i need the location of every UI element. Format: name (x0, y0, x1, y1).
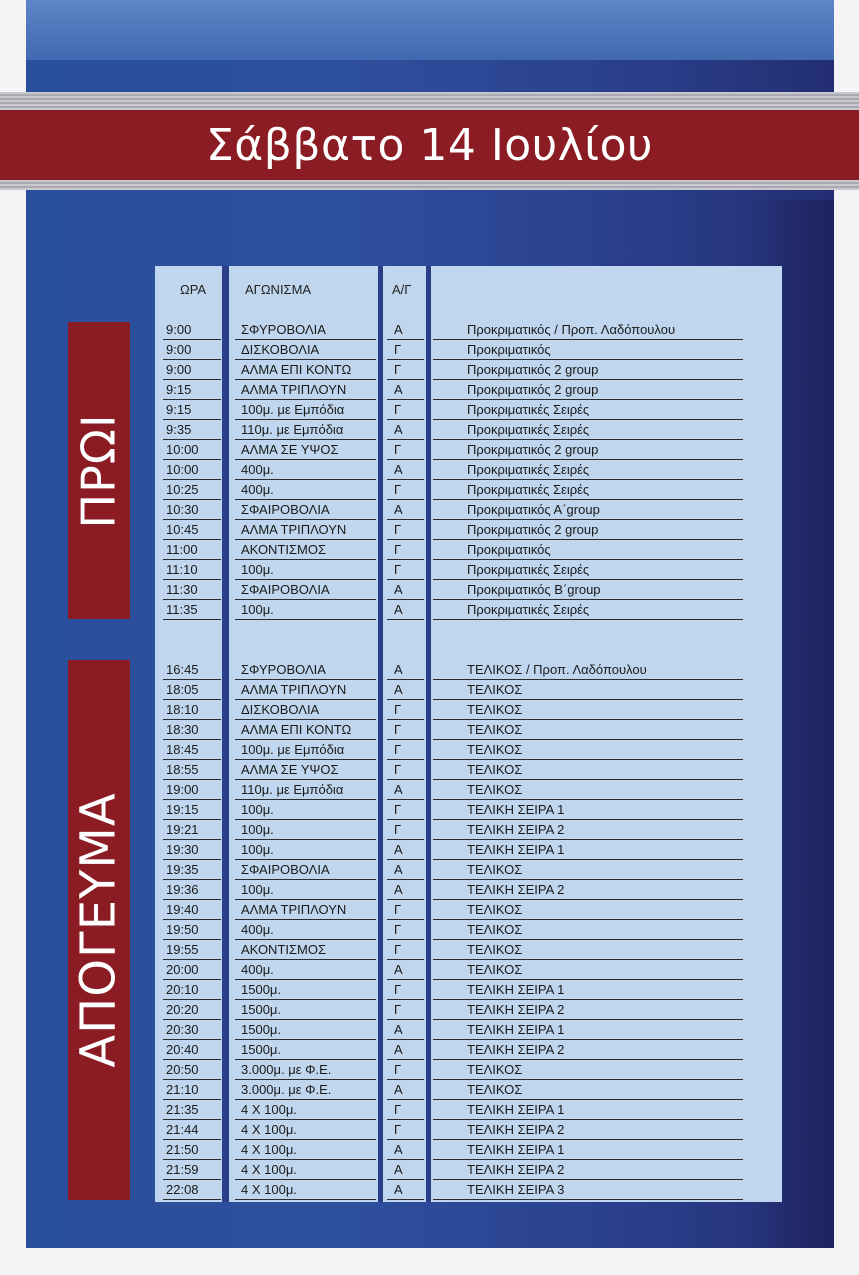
cell-event: ΣΦΥΡΟΒΟΛΙΑ (241, 662, 326, 677)
cell-event: 110μ. με Εμπόδια (241, 782, 344, 797)
cell-event: 400μ. (241, 482, 274, 497)
cell-gender: Α (394, 1022, 403, 1037)
cell-phase: ΤΕΛΙΚΗ ΣΕΙΡΑ 1 (467, 1022, 565, 1037)
cell-phase: Προκριματικές Σειρές (467, 482, 590, 497)
cell-phase: ΤΕΛΙΚΗ ΣΕΙΡΑ 2 (467, 1002, 565, 1017)
cell-phase: Προκριματικός / Προπ. Λαδόπουλου (467, 322, 676, 337)
table-row (155, 840, 782, 860)
cell-event: ΑΛΜΑ ΤΡΙΠΛΟΥΝ (241, 382, 347, 397)
cell-event: 100μ. (241, 842, 274, 857)
cell-phase: Προκριματικός 2 group (467, 442, 599, 457)
cell-event: ΣΦΥΡΟΒΟΛΙΑ (241, 322, 326, 337)
cell-gender: Α (394, 602, 403, 617)
cell-gender: Α (394, 462, 403, 477)
column-header-event: ΑΓΩΝΙΣΜΑ (245, 282, 312, 297)
table-row (155, 480, 782, 500)
cell-phase: Προκριματικές Σειρές (467, 422, 590, 437)
cell-phase: ΤΕΛΙΚΟΣ (467, 862, 523, 877)
cell-gender: Α (394, 382, 403, 397)
cell-gender: Α (394, 842, 403, 857)
cell-phase: ΤΕΛΙΚΗ ΣΕΙΡΑ 1 (467, 1102, 565, 1117)
table-row (155, 380, 782, 400)
cell-gender: Α (394, 782, 403, 797)
table-row (155, 800, 782, 820)
cell-gender: Γ (394, 542, 402, 557)
cell-time: 22:08 (166, 1182, 199, 1197)
cell-time: 9:15 (166, 402, 192, 417)
cell-event: ΑΛΜΑ ΤΡΙΠΛΟΥΝ (241, 522, 347, 537)
cell-time: 18:45 (166, 742, 199, 757)
cell-event: 3.000μ. με Φ.Ε. (241, 1062, 332, 1077)
cell-time: 9:35 (166, 422, 192, 437)
table-row (155, 920, 782, 940)
cell-time: 20:10 (166, 982, 199, 997)
cell-time: 10:00 (166, 462, 199, 477)
cell-gender: Γ (394, 942, 402, 957)
cell-event: 1500μ. (241, 1042, 282, 1057)
cell-time: 18:05 (166, 682, 199, 697)
cell-time: 21:35 (166, 1102, 199, 1117)
row-underline (433, 619, 743, 620)
cell-event: ΑΚΟΝΤΙΣΜΟΣ (241, 542, 327, 557)
cell-phase: ΤΕΛΙΚΗ ΣΕΙΡΑ 1 (467, 982, 565, 997)
cell-phase: ΤΕΛΙΚΗ ΣΕΙΡΑ 1 (467, 842, 565, 857)
title-band (0, 110, 859, 180)
cell-time: 19:55 (166, 942, 199, 957)
table-row (155, 1020, 782, 1040)
cell-time: 18:10 (166, 702, 199, 717)
cell-gender: Γ (394, 562, 402, 577)
cell-event: 400μ. (241, 922, 274, 937)
cell-gender: Α (394, 422, 403, 437)
cell-phase: ΤΕΛΙΚΗ ΣΕΙΡΑ 2 (467, 1122, 565, 1137)
cell-time: 20:30 (166, 1022, 199, 1037)
cell-phase: Προκριματικός Β΄group (467, 582, 601, 597)
cell-gender: Α (394, 582, 403, 597)
cell-gender: Α (394, 862, 403, 877)
cell-event: 1500μ. (241, 982, 282, 997)
cell-time: 19:00 (166, 782, 199, 797)
cell-event: 400μ. (241, 962, 274, 977)
cell-time: 19:21 (166, 822, 199, 837)
cell-phase: ΤΕΛΙΚΟΣ (467, 682, 523, 697)
cell-phase: Προκριματικός 2 group (467, 382, 599, 397)
table-row (155, 340, 782, 360)
cell-gender: Γ (394, 742, 402, 757)
cell-time: 10:30 (166, 502, 199, 517)
cell-time: 19:40 (166, 902, 199, 917)
cell-time: 18:55 (166, 762, 199, 777)
row-underline (433, 1199, 743, 1200)
table-row (155, 720, 782, 740)
cell-gender: Γ (394, 402, 402, 417)
cell-gender: Α (394, 322, 403, 337)
cell-gender: Γ (394, 922, 402, 937)
cell-event: 100μ. (241, 882, 274, 897)
cell-gender: Α (394, 502, 403, 517)
cell-phase: Προκριματικές Σειρές (467, 562, 590, 577)
cell-event: ΣΦΑΙΡΟΒΟΛΙΑ (241, 502, 330, 517)
row-underline (235, 619, 376, 620)
page-top-strip (26, 0, 834, 60)
cell-event: ΣΦΑΙΡΟΒΟΛΙΑ (241, 582, 330, 597)
cell-phase: ΤΕΛΙΚΟΣ (467, 1062, 523, 1077)
cell-phase: Προκριματικός 2 group (467, 362, 599, 377)
cell-event: 100μ. με Εμπόδια (241, 402, 345, 417)
section-label-afternoon (68, 660, 130, 1200)
cell-phase: ΤΕΛΙΚΟΣ (467, 922, 523, 937)
cell-event: ΑΚΟΝΤΙΣΜΟΣ (241, 942, 327, 957)
cell-gender: Α (394, 1182, 403, 1197)
cell-time: 20:00 (166, 962, 199, 977)
cell-time: 9:00 (166, 342, 192, 357)
cell-event: ΔΙΣΚΟΒΟΛΙΑ (241, 702, 320, 717)
cell-phase: ΤΕΛΙΚΟΣ (467, 722, 523, 737)
cell-event: 100μ. (241, 822, 274, 837)
column-header-time: ΩΡΑ (180, 282, 207, 297)
section-label-morning (68, 322, 130, 619)
table-row (155, 1060, 782, 1080)
cell-gender: Α (394, 882, 403, 897)
table-row (155, 680, 782, 700)
cell-gender: Α (394, 662, 403, 677)
cell-time: 21:10 (166, 1082, 199, 1097)
cell-event: 4 Χ 100μ. (241, 1142, 297, 1157)
table-row (155, 880, 782, 900)
cell-event: ΑΛΜΑ ΤΡΙΠΛΟΥΝ (241, 902, 347, 917)
cell-time: 10:00 (166, 442, 199, 457)
table-row (155, 560, 782, 580)
cell-phase: Προκριματικός (467, 342, 551, 357)
cell-time: 9:00 (166, 322, 192, 337)
cell-event: 400μ. (241, 462, 274, 477)
cell-event: 4 Χ 100μ. (241, 1182, 297, 1197)
table-row (155, 660, 782, 680)
cell-phase: ΤΕΛΙΚΗ ΣΕΙΡΑ 1 (467, 1142, 565, 1157)
cell-time: 9:00 (166, 362, 192, 377)
cell-event: ΔΙΣΚΟΒΟΛΙΑ (241, 342, 320, 357)
cell-time: 11:30 (166, 582, 198, 597)
cell-phase: ΤΕΛΙΚΟΣ (467, 902, 523, 917)
row-underline (163, 619, 221, 620)
table-row (155, 1140, 782, 1160)
cell-time: 21:44 (166, 1122, 199, 1137)
cell-event: 1500μ. (241, 1022, 282, 1037)
table-row (155, 460, 782, 480)
cell-event: 100μ. με Εμπόδια (241, 742, 345, 757)
table-row (155, 740, 782, 760)
cell-gender: Γ (394, 1122, 402, 1137)
cell-phase: ΤΕΛΙΚΟΣ / Προπ. Λαδόπουλου (467, 662, 647, 677)
cell-gender: Γ (394, 482, 402, 497)
table-row (155, 420, 782, 440)
table-row (155, 540, 782, 560)
cell-event: ΑΛΜΑ ΕΠΙ ΚΟΝΤΩ (241, 362, 352, 377)
cell-time: 11:35 (166, 602, 198, 617)
table-row (155, 820, 782, 840)
cell-gender: Γ (394, 762, 402, 777)
cell-phase: Προκριματικός 2 group (467, 522, 599, 537)
cell-phase: ΤΕΛΙΚΗ ΣΕΙΡΑ 2 (467, 822, 565, 837)
cell-phase: ΤΕΛΙΚΟΣ (467, 1082, 523, 1097)
cell-gender: Γ (394, 1062, 402, 1077)
table-row (155, 440, 782, 460)
table-row (155, 360, 782, 380)
cell-gender: Α (394, 1142, 403, 1157)
cell-time: 20:50 (166, 1062, 199, 1077)
cell-event: 1500μ. (241, 1002, 282, 1017)
cell-time: 18:30 (166, 722, 199, 737)
row-underline (163, 1199, 221, 1200)
cell-phase: ΤΕΛΙΚΟΣ (467, 962, 523, 977)
cell-phase: ΤΕΛΙΚΟΣ (467, 742, 523, 757)
cell-time: 10:25 (166, 482, 199, 497)
cell-phase: ΤΕΛΙΚΟΣ (467, 702, 523, 717)
table-row (155, 1040, 782, 1060)
table-row (155, 980, 782, 1000)
table-row (155, 760, 782, 780)
table-row (155, 960, 782, 980)
cell-gender: Α (394, 1082, 403, 1097)
cell-event: ΑΛΜΑ ΣΕ ΥΨΟΣ (241, 442, 339, 457)
cell-time: 19:15 (166, 802, 199, 817)
table-row (155, 1000, 782, 1020)
cell-time: 20:40 (166, 1042, 199, 1057)
cell-time: 16:45 (166, 662, 199, 677)
cell-phase: ΤΕΛΙΚΟΣ (467, 942, 523, 957)
cell-event: ΑΛΜΑ ΕΠΙ ΚΟΝΤΩ (241, 722, 352, 737)
cell-phase: ΤΕΛΙΚΟΣ (467, 782, 523, 797)
cell-time: 9:15 (166, 382, 192, 397)
cell-time: 19:36 (166, 882, 199, 897)
cell-phase: Προκριματικός (467, 542, 551, 557)
cell-time: 19:35 (166, 862, 199, 877)
table-row (155, 580, 782, 600)
table-row (155, 600, 782, 620)
cell-time: 19:30 (166, 842, 199, 857)
cell-event: 3.000μ. με Φ.Ε. (241, 1082, 332, 1097)
cell-time: 21:50 (166, 1142, 199, 1157)
cell-phase: Προκριματικές Σειρές (467, 602, 590, 617)
cell-gender: Α (394, 682, 403, 697)
cell-event: ΣΦΑΙΡΟΒΟΛΙΑ (241, 862, 330, 877)
table-row (155, 1120, 782, 1140)
cell-event: 110μ. με Εμπόδια (241, 422, 344, 437)
cell-gender: Γ (394, 702, 402, 717)
table-row (155, 500, 782, 520)
cell-event: 100μ. (241, 562, 274, 577)
cell-gender: Γ (394, 522, 402, 537)
cell-time: 21:59 (166, 1162, 199, 1177)
cell-phase: Προκριματικός Α΄group (467, 502, 600, 517)
table-row (155, 400, 782, 420)
table-row (155, 780, 782, 800)
cell-gender: Α (394, 1042, 403, 1057)
cell-gender: Γ (394, 802, 402, 817)
cell-time: 11:00 (166, 542, 198, 557)
cell-phase: ΤΕΛΙΚΗ ΣΕΙΡΑ 2 (467, 1162, 565, 1177)
cell-event: ΑΛΜΑ ΤΡΙΠΛΟΥΝ (241, 682, 347, 697)
cell-event: ΑΛΜΑ ΣΕ ΥΨΟΣ (241, 762, 339, 777)
table-row (155, 900, 782, 920)
cell-gender: Γ (394, 822, 402, 837)
cell-time: 11:10 (166, 562, 198, 577)
page-title: Σάββατο 14 Ιουλίου (205, 119, 653, 171)
table-row (155, 860, 782, 880)
cell-event: 100μ. (241, 602, 274, 617)
column-header-gender: Α/Γ (392, 282, 412, 297)
table-row (155, 320, 782, 340)
table-row (155, 1180, 782, 1200)
row-underline (235, 1199, 376, 1200)
cell-event: 4 Χ 100μ. (241, 1122, 297, 1137)
cell-time: 20:20 (166, 1002, 199, 1017)
cell-gender: Γ (394, 362, 402, 377)
cell-phase: ΤΕΛΙΚΗ ΣΕΙΡΑ 2 (467, 882, 565, 897)
cell-gender: Α (394, 962, 403, 977)
cell-event: 4 Χ 100μ. (241, 1102, 297, 1117)
section-label-afternoon-text: ΑΠΟΓΕΥΜΑ (71, 792, 128, 1068)
table-row (155, 1160, 782, 1180)
table-row (155, 700, 782, 720)
cell-gender: Α (394, 1162, 403, 1177)
cell-gender: Γ (394, 982, 402, 997)
row-underline (387, 1199, 424, 1200)
row-underline (387, 619, 424, 620)
cell-phase: ΤΕΛΙΚΗ ΣΕΙΡΑ 3 (467, 1182, 565, 1197)
cell-phase: ΤΕΛΙΚΟΣ (467, 762, 523, 777)
cell-phase: ΤΕΛΙΚΗ ΣΕΙΡΑ 2 (467, 1042, 565, 1057)
cell-gender: Γ (394, 442, 402, 457)
section-label-morning-text: ΠΡΩΙ (72, 412, 127, 529)
cell-gender: Γ (394, 722, 402, 737)
cell-gender: Γ (394, 1002, 402, 1017)
cell-gender: Γ (394, 902, 402, 917)
table-row (155, 520, 782, 540)
cell-gender: Γ (394, 342, 402, 357)
cell-phase: ΤΕΛΙΚΗ ΣΕΙΡΑ 1 (467, 802, 565, 817)
cell-phase: Προκριματικές Σειρές (467, 462, 590, 477)
cell-time: 19:50 (166, 922, 199, 937)
cell-event: 100μ. (241, 802, 274, 817)
table-row (155, 1080, 782, 1100)
cell-time: 10:45 (166, 522, 199, 537)
table-row (155, 940, 782, 960)
table-row (155, 1100, 782, 1120)
cell-gender: Γ (394, 1102, 402, 1117)
cell-event: 4 Χ 100μ. (241, 1162, 297, 1177)
cell-phase: Προκριματικές Σειρές (467, 402, 590, 417)
